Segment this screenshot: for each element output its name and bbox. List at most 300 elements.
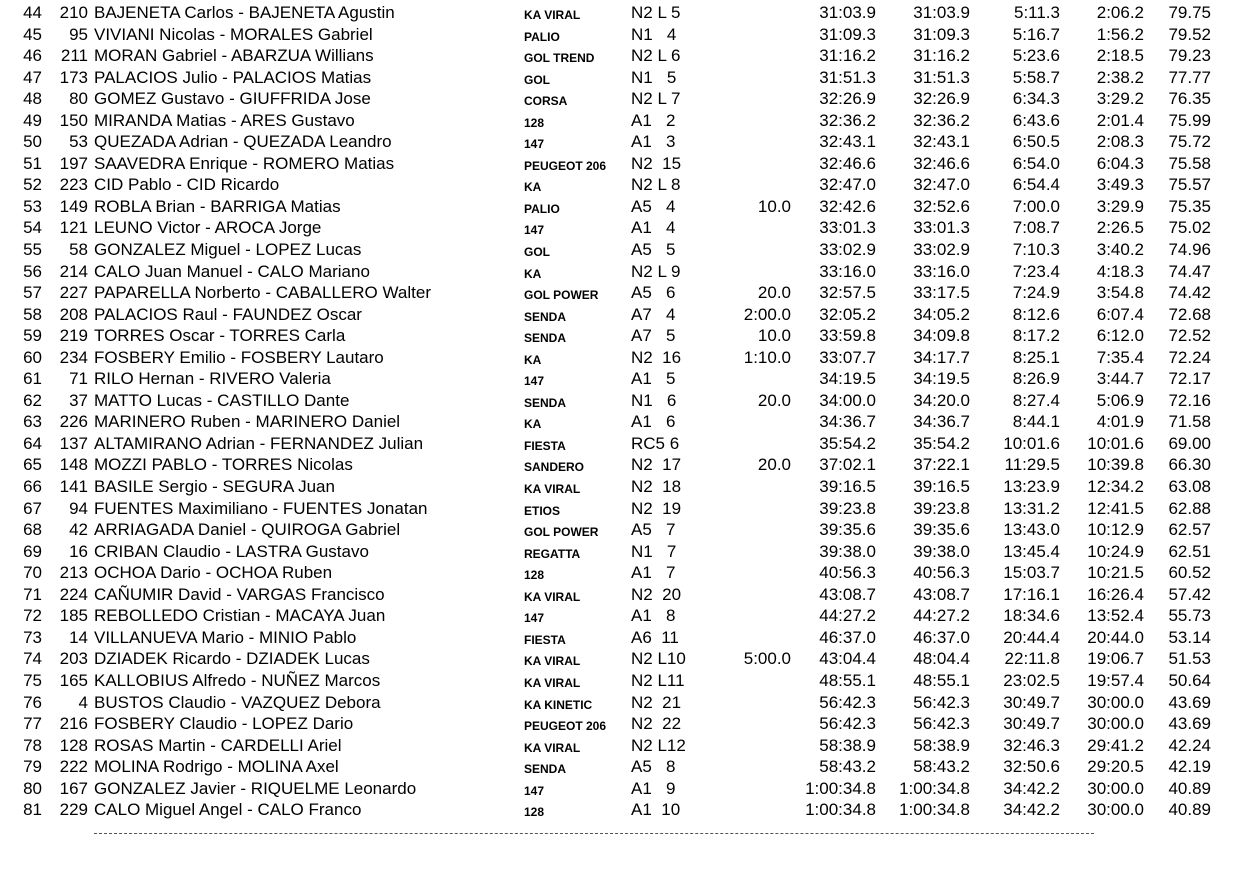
car-number: 53 [69,132,88,152]
class-position: A5 5 [631,240,676,260]
position: 54 [23,218,42,238]
average-speed: 42.24 [1168,735,1211,755]
crew-names: FUENTES Maximiliano - FUENTES Jonatan [94,498,428,518]
car-model: PEUGEOT 206 [524,719,607,734]
class-position: A5 6 [631,283,676,303]
position: 45 [23,24,42,44]
class-difference: 29:20.5 [1087,757,1144,777]
stage-time: 31:51.3 [819,67,876,87]
table-row [0,347,1236,369]
penalty: 5:00.0 [743,649,791,669]
total-time: 39:38.0 [913,541,970,561]
total-time: 34:05.2 [913,304,970,324]
crew-names: ARRIAGADA Daniel - QUIROGA Gabriel [94,520,401,540]
class-position: A5 4 [631,196,676,216]
class-difference: 30:00.0 [1087,714,1144,734]
average-speed: 72.16 [1168,390,1211,410]
average-speed: 75.99 [1168,110,1211,130]
position: 51 [23,153,42,173]
stage-time: 1:00:34.8 [805,800,876,820]
stage-time: 39:23.8 [819,498,876,518]
table-row [0,2,1236,24]
car-model: KA VIRAL [524,654,581,669]
class-position: N2 L10 [631,649,686,669]
position: 69 [23,541,42,561]
car-model: FIESTA [524,438,566,453]
gap-to-leader: 10:01.6 [1003,433,1060,453]
crew-names: GONZALEZ Javier - RIQUELME Leonardo [94,778,417,798]
car-model: GOL [524,245,550,260]
car-number: 227 [59,283,88,303]
class-difference: 13:52.4 [1087,606,1144,626]
average-speed: 74.42 [1168,283,1211,303]
crew-names: CID Pablo - CID Ricardo [94,175,280,195]
position: 57 [23,283,42,303]
gap-to-leader: 13:31.2 [1003,498,1060,518]
total-time: 56:42.3 [913,714,970,734]
car-model: PALIO [524,201,560,216]
total-time: 34:17.7 [913,347,970,367]
position: 78 [23,735,42,755]
class-difference: 2:06.2 [1096,3,1144,22]
table-row [0,67,1236,89]
class-difference: 10:39.8 [1087,455,1144,475]
car-number: 71 [69,369,88,389]
class-position: A7 4 [631,304,676,324]
total-time: 1:00:34.8 [899,778,970,798]
car-number: 197 [59,153,88,173]
position: 63 [23,412,42,432]
class-position: A1 4 [631,218,676,238]
crew-names: RILO Hernan - RIVERO Valeria [94,369,331,389]
crew-names: FOSBERY Emilio - FOSBERY Lautaro [94,347,384,367]
position: 44 [23,3,42,22]
footer-divider [94,833,1094,834]
car-number: 173 [59,67,88,87]
average-speed: 69.00 [1168,433,1211,453]
class-position: A1 7 [631,563,676,583]
position: 67 [23,498,42,518]
class-difference: 10:01.6 [1087,433,1144,453]
crew-names: PAPARELLA Norberto - CABALLERO Walter [94,283,431,303]
car-model: 147 [524,223,545,238]
position: 49 [23,110,42,130]
crew-names: MATTO Lucas - CASTILLO Dante [94,390,350,410]
car-model: KA VIRAL [524,482,581,497]
class-difference: 3:49.3 [1096,175,1144,195]
car-model: 128 [524,568,545,583]
class-difference: 4:01.9 [1096,412,1144,432]
table-row [0,476,1236,498]
car-number: 37 [69,390,88,410]
position: 68 [23,520,42,540]
average-speed: 43.69 [1168,692,1211,712]
total-time: 1:00:34.8 [899,800,970,820]
position: 75 [23,670,42,690]
table-row [0,799,1236,821]
penalty: 20.0 [757,455,791,475]
crew-names: GOMEZ Gustavo - GIUFFRIDA Jose [94,89,371,109]
class-position: A1 2 [631,110,676,130]
average-speed: 79.23 [1168,46,1211,66]
car-model: PEUGEOT 206 [524,158,607,173]
stage-time: 43:04.4 [819,649,876,669]
position: 60 [23,347,42,367]
table-row [0,153,1236,175]
gap-to-leader: 22:11.8 [1004,649,1060,669]
average-speed: 71.58 [1168,412,1211,432]
car-number: 148 [59,455,88,475]
position: 50 [23,132,42,152]
car-number: 80 [69,89,88,109]
total-time: 31:16.2 [913,46,970,66]
class-position: N2 L11 [631,670,685,690]
total-time: 39:35.6 [913,520,970,540]
class-position: A1 5 [631,369,676,389]
stage-time: 32:26.9 [819,89,876,109]
crew-names: VIVIANI Nicolas - MORALES Gabriel [94,24,373,44]
penalty: 20.0 [757,390,791,410]
crew-names: CALO Miguel Angel - CALO Franco [94,800,362,820]
class-position: N2 L 9 [631,261,681,281]
average-speed: 77.77 [1168,67,1211,87]
crew-names: MOLINA Rodrigo - MOLINA Axel [94,757,339,777]
stage-time: 46:37.0 [819,627,876,647]
crew-names: MORAN Gabriel - ABARZUA Willians [94,46,374,66]
gap-to-leader: 8:44.1 [1012,412,1060,432]
class-difference: 3:40.2 [1096,240,1144,260]
total-time: 33:16.0 [913,261,970,281]
stage-time: 40:56.3 [819,563,876,583]
stage-time: 58:43.2 [819,757,876,777]
position: 55 [23,240,42,260]
table-row [0,325,1236,347]
average-speed: 79.75 [1168,3,1211,22]
crew-names: CRIBAN Claudio - LASTRA Gustavo [94,541,369,561]
car-model: KA VIRAL [524,675,581,690]
crew-names: PALACIOS Raul - FAUNDEZ Oscar [94,304,362,324]
average-speed: 72.52 [1168,326,1211,346]
class-difference: 3:29.2 [1096,89,1144,109]
table-row [0,562,1236,584]
stage-time: 34:00.0 [819,390,876,410]
gap-to-leader: 6:43.6 [1012,110,1060,130]
total-time: 31:51.3 [913,67,970,87]
crew-names: KALLOBIUS Alfredo - NUÑEZ Marcos [94,670,381,690]
class-difference: 2:01.4 [1096,110,1144,130]
crew-names: MOZZI PABLO - TORRES Nicolas [94,455,353,475]
gap-to-leader: 8:17.2 [1012,326,1060,346]
class-position: N2 L 8 [631,175,681,195]
car-model: SENDA [524,309,567,324]
table-row [0,756,1236,778]
table-row [0,498,1236,520]
class-difference: 6:04.3 [1096,153,1144,173]
class-difference: 10:21.5 [1087,563,1144,583]
table-row [0,390,1236,412]
total-time: 43:08.7 [913,584,970,604]
class-position: N1 7 [631,541,677,561]
position: 46 [23,46,42,66]
average-speed: 63.08 [1168,477,1211,497]
total-time: 33:17.5 [913,283,970,303]
class-position: N2 19 [631,498,682,518]
class-position: A7 5 [631,326,676,346]
stage-time: 39:35.6 [819,520,876,540]
position: 81 [23,800,42,820]
average-speed: 40.89 [1168,800,1211,820]
crew-names: REBOLLEDO Cristian - MACAYA Juan [94,606,386,626]
crew-names: GONZALEZ Miguel - LOPEZ Lucas [94,240,362,260]
class-difference: 2:18.5 [1096,46,1144,66]
total-time: 40:56.3 [913,563,970,583]
class-position: N2 L 7 [631,89,681,109]
crew-names: ROSAS Martin - CARDELLI Ariel [94,735,342,755]
class-position: N2 16 [631,347,682,367]
position: 52 [23,175,42,195]
position: 72 [23,606,42,626]
crew-names: BAJENETA Carlos - BAJENETA Agustin [94,3,395,22]
total-time: 46:37.0 [913,627,970,647]
stage-time: 33:07.7 [819,347,876,367]
car-number: 4 [78,692,88,712]
total-time: 33:02.9 [913,240,970,260]
stage-time: 34:36.7 [819,412,876,432]
stage-time: 33:16.0 [819,261,876,281]
class-difference: 3:29.9 [1096,196,1144,216]
total-time: 32:52.6 [913,196,970,216]
car-model: PALIO [524,29,560,44]
car-model: KA [524,180,542,195]
total-time: 39:16.5 [913,477,970,497]
position: 47 [23,67,42,87]
table-row [0,713,1236,735]
stage-time: 32:47.0 [819,175,876,195]
class-difference: 6:07.4 [1096,304,1144,324]
crew-names: ALTAMIRANO Adrian - FERNANDEZ Julian [94,433,424,453]
table-row [0,24,1236,46]
table-row [0,648,1236,670]
crew-names: TORRES Oscar - TORRES Carla [94,326,346,346]
total-time: 39:23.8 [913,498,970,518]
stage-time: 37:02.1 [819,455,876,475]
class-position: N2 L 5 [631,3,681,22]
average-speed: 42.19 [1168,757,1211,777]
total-time: 32:26.9 [913,89,970,109]
class-difference: 30:00.0 [1087,778,1144,798]
class-difference: 4:18.3 [1096,261,1144,281]
total-time: 34:20.0 [913,390,970,410]
car-number: 223 [59,175,88,195]
table-row [0,261,1236,283]
car-model: 147 [524,611,545,626]
average-speed: 50.64 [1168,670,1211,690]
position: 73 [23,627,42,647]
car-number: 211 [60,46,88,66]
gap-to-leader: 5:16.7 [1012,24,1060,44]
average-speed: 43.69 [1168,714,1211,734]
crew-names: VILLANUEVA Mario - MINIO Pablo [94,627,357,647]
gap-to-leader: 6:34.3 [1012,89,1060,109]
gap-to-leader: 11:29.5 [1004,455,1060,475]
class-difference: 3:44.7 [1096,369,1144,389]
table-row [0,605,1236,627]
class-position: N2 21 [631,692,682,712]
average-speed: 62.51 [1168,541,1211,561]
position: 76 [23,692,42,712]
car-model: 147 [524,374,545,389]
class-position: N2 22 [631,714,682,734]
table-row [0,692,1236,714]
table-row [0,454,1236,476]
position: 77 [23,714,42,734]
total-time: 32:46.6 [913,153,970,173]
position: 80 [23,778,42,798]
gap-to-leader: 15:03.7 [1003,563,1060,583]
total-time: 58:38.9 [913,735,970,755]
average-speed: 60.52 [1168,563,1211,583]
stage-time: 33:02.9 [819,240,876,260]
average-speed: 74.47 [1168,261,1211,281]
stage-time: 31:16.2 [819,46,876,66]
stage-time: 32:43.1 [819,132,876,152]
table-row [0,131,1236,153]
average-speed: 40.89 [1168,778,1211,798]
car-model: SANDERO [524,460,585,475]
car-model: ETIOS [524,503,561,518]
car-number: 58 [69,240,88,260]
gap-to-leader: 20:44.4 [1003,627,1060,647]
gap-to-leader: 8:25.1 [1012,347,1060,367]
crew-names: BASILE Sergio - SEGURA Juan [94,477,335,497]
stage-time: 56:42.3 [819,714,876,734]
average-speed: 75.35 [1168,196,1211,216]
class-position: N2 L12 [631,735,686,755]
crew-names: ROBLA Brian - BARRIGA Matias [94,196,341,216]
stage-time: 48:55.1 [819,670,876,690]
car-model: KA KINETIC [524,697,593,712]
class-position: A1 9 [631,778,676,798]
car-model: 128 [524,805,545,820]
stage-time: 31:03.9 [819,3,876,22]
gap-to-leader: 32:50.6 [1003,757,1060,777]
stage-time: 39:16.5 [819,477,876,497]
car-number: 208 [59,304,88,324]
table-row [0,45,1236,67]
car-model: CORSA [524,94,568,109]
position: 66 [23,477,42,497]
total-time: 48:55.1 [913,670,970,690]
car-model: KA VIRAL [524,740,581,755]
class-difference: 29:41.2 [1087,735,1144,755]
car-model: GOL POWER [524,525,599,540]
table-row [0,196,1236,218]
stage-time: 1:00:34.8 [805,778,876,798]
class-position: A1 10 [631,800,681,820]
stage-time: 56:42.3 [819,692,876,712]
gap-to-leader: 34:42.2 [1003,778,1060,798]
stage-time: 33:01.3 [819,218,876,238]
stage-time: 43:08.7 [819,584,876,604]
crew-names: CAÑUMIR David - VARGAS Francisco [94,584,385,604]
position: 65 [23,455,42,475]
car-number: 121 [59,218,88,238]
car-number: 234 [59,347,88,367]
table-row [0,735,1236,757]
average-speed: 74.96 [1168,240,1211,260]
total-time: 35:54.2 [913,433,970,453]
penalty: 10.0 [757,196,791,216]
car-model: FIESTA [524,632,566,647]
car-number: 210 [59,3,88,22]
car-number: 213 [59,563,88,583]
class-difference: 2:08.3 [1096,132,1144,152]
average-speed: 72.68 [1168,304,1211,324]
stage-time: 58:38.9 [819,735,876,755]
class-position: N2 20 [631,584,682,604]
position: 48 [23,89,42,109]
gap-to-leader: 13:45.4 [1003,541,1060,561]
car-number: 16 [69,541,88,561]
stage-time: 35:54.2 [819,433,876,453]
car-number: 222 [59,757,88,777]
car-model: GOL POWER [524,288,599,303]
class-position: N2 L 6 [631,46,681,66]
average-speed: 66.30 [1168,455,1211,475]
car-number: 185 [59,606,88,626]
table-row [0,584,1236,606]
total-time: 48:04.4 [913,649,970,669]
gap-to-leader: 34:42.2 [1003,800,1060,820]
table-row [0,174,1236,196]
table-row [0,217,1236,239]
stage-time: 44:27.2 [819,606,876,626]
car-model: REGATTA [524,546,581,561]
table-row [0,670,1236,692]
average-speed: 76.35 [1168,89,1211,109]
gap-to-leader: 18:34.6 [1003,606,1060,626]
car-model: SENDA [524,395,567,410]
gap-to-leader: 7:00.0 [1012,196,1060,216]
average-speed: 79.52 [1168,24,1211,44]
position: 64 [23,433,42,453]
car-number: 149 [59,196,88,216]
class-difference: 7:35.4 [1096,347,1144,367]
class-position: N1 4 [631,24,677,44]
stage-time: 32:42.6 [819,196,876,216]
average-speed: 55.73 [1168,606,1211,626]
stage-time: 34:19.5 [819,369,876,389]
gap-to-leader: 5:11.3 [1013,3,1060,22]
stage-time: 32:46.6 [819,153,876,173]
total-time: 33:01.3 [913,218,970,238]
car-model: 147 [524,137,545,152]
class-position: N1 5 [631,67,677,87]
gap-to-leader: 23:02.5 [1003,670,1060,690]
car-model: KA VIRAL [524,589,581,604]
position: 59 [23,326,42,346]
car-model: GOL TREND [524,51,595,66]
crew-names: SAAVEDRA Enrique - ROMERO Matias [94,153,395,173]
crew-names: MARINERO Ruben - MARINERO Daniel [94,412,401,432]
stage-time: 33:59.8 [819,326,876,346]
table-row [0,519,1236,541]
average-speed: 75.02 [1168,218,1211,238]
car-number: 165 [59,670,88,690]
total-time: 34:09.8 [913,326,970,346]
crew-names: FOSBERY Claudio - LOPEZ Dario [94,714,354,734]
table-row [0,368,1236,390]
